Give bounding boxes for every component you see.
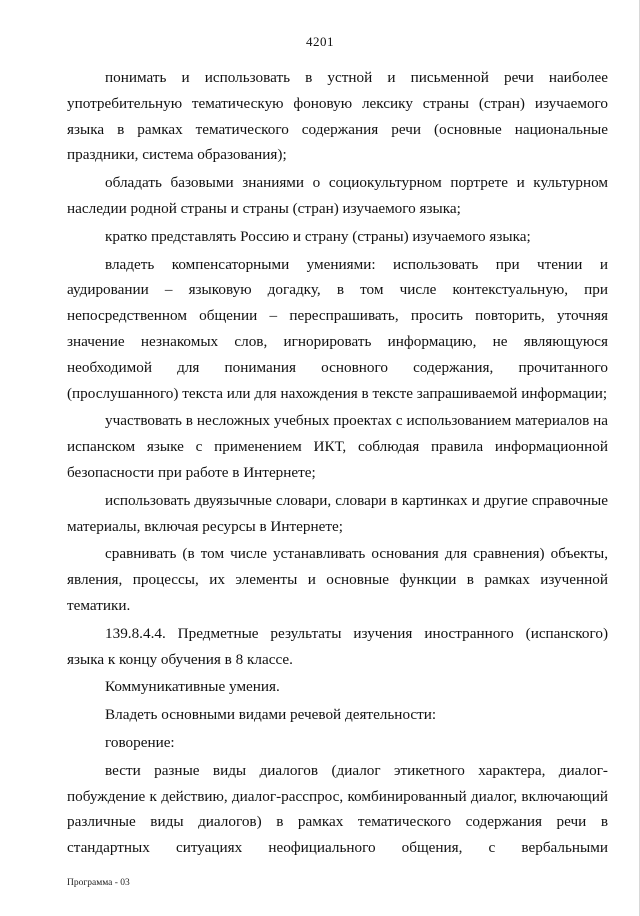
paragraph: сравнивать (в том числе устанавливать основания для сравнения) объекты, явления, процессы, их элементы и основные функции в рамках изученной тематики. [67,545,608,614]
section-heading-paragraph: 139.8.4.4. Предметные результаты изучения иностранного (испанского) языка к концу обучения в 8 классе. [67,624,608,668]
paragraph: обладать базовыми знаниями о социокультурном портрете и культурном наследии родной страны и страны (стран) изучаемого языка; [67,174,608,217]
paragraph: говорение: [105,733,175,751]
paragraph: вести разные виды диалогов (диалог этикетного характера, диалог-побуждение к действию, диалог-расспрос, комбинированный диалог, включающий различные виды диалогов) в рамках тематического содержания речи в стандартных ситуациях неофициального общения, с вербальными [67,761,608,857]
page-footer: Программа - 03 [67,878,130,888]
page-number: 4201 [306,34,334,49]
paragraph: кратко представлять Россию и страну (страны) изучаемого языка; [105,227,531,245]
paragraph: использовать двуязычные словари, словари в картинках и другие справочные материалы, включая ресурсы в Интернете; [67,491,608,535]
paragraph: понимать и использовать в устной и письменной речи наиболее употребительную тематическую фоновую лексику страны (стран) изучаемого языка в рамках тематического содержания речи (основные национальные праздники, система образования); [67,69,608,164]
paragraph: участвовать в несложных учебных проектах с использованием материалов на испанском языке с применением ИКТ, соблюдая правила информационной безопасности при работе в Интернете; [67,412,608,481]
paragraph: Владеть основными видами речевой деятельности: [105,706,437,724]
paragraph: владеть компенсаторными умениями: использовать при чтении и аудировании – языковую догадку, в том числе контекстуальную, при непосредственном общении – переспрашивать, просить повторить, уточняя значение незнакомых слов, игнорировать информацию, не являющуюся необходимой для понимания основного содержания, прочитанного (прослушанного) текста или для нахождения в тексте запрашиваемой информации; [67,255,608,402]
paragraph: Коммуникативные умения. [105,678,280,696]
document-body [67,65,608,863]
